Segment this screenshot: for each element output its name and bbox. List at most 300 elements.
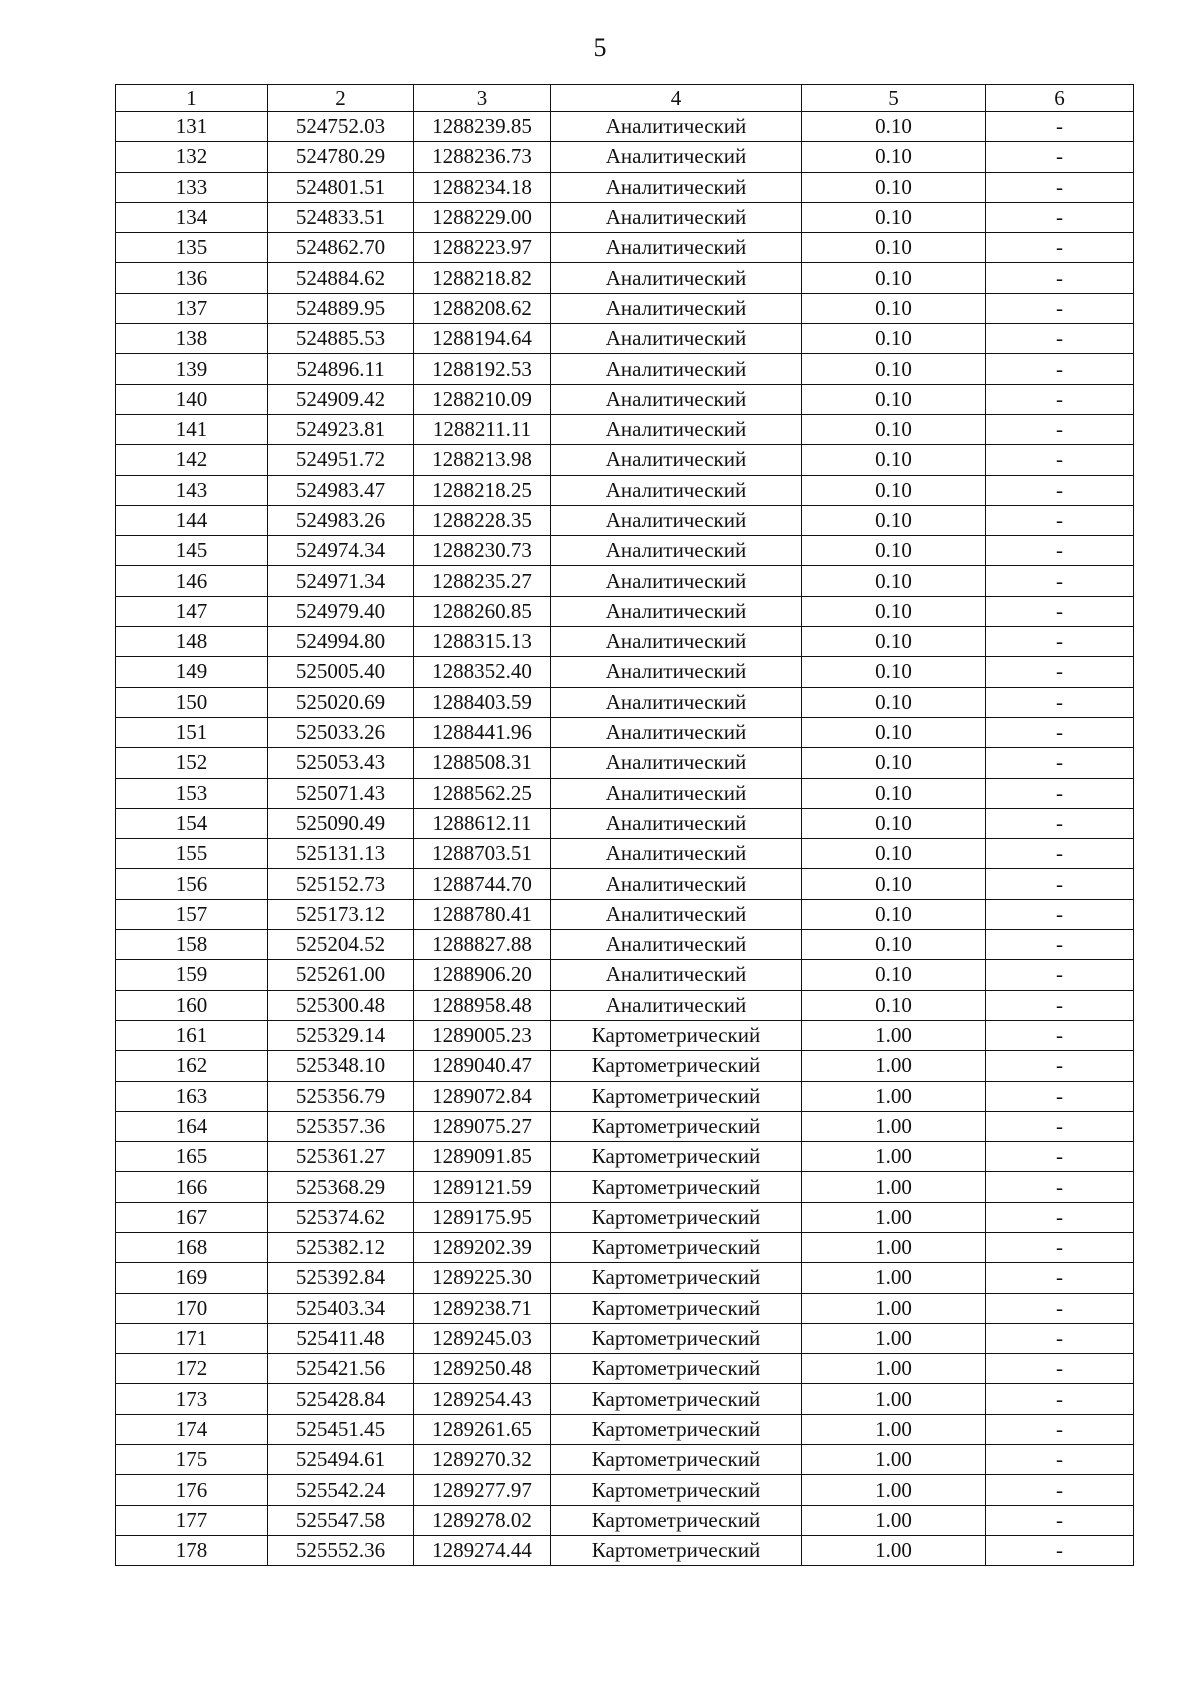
y-coordinate-cell: 1288213.98 <box>414 445 551 475</box>
table-row <box>116 1535 1134 1565</box>
description-cell: - <box>986 293 1134 323</box>
table-row <box>116 1505 1134 1535</box>
method-cell: Картометрический <box>551 1232 802 1262</box>
description-cell: - <box>986 1142 1134 1172</box>
x-coordinate-cell: 524971.34 <box>268 566 414 596</box>
method-cell: Аналитический <box>551 142 802 172</box>
y-coordinate-cell: 1288315.13 <box>414 627 551 657</box>
accuracy-cell: 1.00 <box>802 1232 986 1262</box>
table-row <box>116 1051 1134 1081</box>
x-coordinate-cell: 525382.12 <box>268 1232 414 1262</box>
table-row <box>116 414 1134 444</box>
table-row <box>116 142 1134 172</box>
accuracy-cell: 1.00 <box>802 1202 986 1232</box>
point-number-cell: 146 <box>116 566 268 596</box>
x-coordinate-cell: 525357.36 <box>268 1111 414 1141</box>
point-number-cell: 178 <box>116 1535 268 1565</box>
y-coordinate-cell: 1288508.31 <box>414 748 551 778</box>
description-cell: - <box>986 1293 1134 1323</box>
x-coordinate-cell: 525152.73 <box>268 869 414 899</box>
table-row <box>116 869 1134 899</box>
point-number-cell: 149 <box>116 657 268 687</box>
method-cell: Аналитический <box>551 990 802 1020</box>
method-cell: Аналитический <box>551 566 802 596</box>
x-coordinate-cell: 524909.42 <box>268 384 414 414</box>
method-cell: Аналитический <box>551 475 802 505</box>
column-header-5: 5 <box>802 85 986 112</box>
point-number-cell: 152 <box>116 748 268 778</box>
method-cell: Аналитический <box>551 414 802 444</box>
x-coordinate-cell: 525428.84 <box>268 1384 414 1414</box>
method-cell: Аналитический <box>551 687 802 717</box>
y-coordinate-cell: 1288230.73 <box>414 536 551 566</box>
method-cell: Аналитический <box>551 202 802 232</box>
description-cell: - <box>986 839 1134 869</box>
accuracy-cell: 1.00 <box>802 1505 986 1535</box>
point-number-cell: 143 <box>116 475 268 505</box>
x-coordinate-cell: 524752.03 <box>268 112 414 142</box>
method-cell: Аналитический <box>551 748 802 778</box>
point-number-cell: 144 <box>116 505 268 535</box>
description-cell: - <box>986 1505 1134 1535</box>
description-cell: - <box>986 475 1134 505</box>
table-row <box>116 1414 1134 1444</box>
y-coordinate-cell: 1288403.59 <box>414 687 551 717</box>
table-row <box>116 505 1134 535</box>
point-number-cell: 163 <box>116 1081 268 1111</box>
description-cell: - <box>986 414 1134 444</box>
table-row <box>116 1323 1134 1353</box>
accuracy-cell: 1.00 <box>802 1111 986 1141</box>
accuracy-cell: 1.00 <box>802 1354 986 1384</box>
point-number-cell: 132 <box>116 142 268 172</box>
y-coordinate-cell: 1288234.18 <box>414 172 551 202</box>
x-coordinate-cell: 524889.95 <box>268 293 414 323</box>
accuracy-cell: 0.10 <box>802 869 986 899</box>
x-coordinate-cell: 524979.40 <box>268 596 414 626</box>
accuracy-cell: 0.10 <box>802 112 986 142</box>
y-coordinate-cell: 1289202.39 <box>414 1232 551 1262</box>
table-row <box>116 627 1134 657</box>
method-cell: Аналитический <box>551 505 802 535</box>
table-row <box>116 1445 1134 1475</box>
accuracy-cell: 0.10 <box>802 475 986 505</box>
x-coordinate-cell: 525403.34 <box>268 1293 414 1323</box>
table-row <box>116 717 1134 747</box>
accuracy-cell: 1.00 <box>802 1081 986 1111</box>
method-cell: Картометрический <box>551 1202 802 1232</box>
y-coordinate-cell: 1288218.82 <box>414 263 551 293</box>
accuracy-cell: 1.00 <box>802 1263 986 1293</box>
method-cell: Аналитический <box>551 233 802 263</box>
description-cell: - <box>986 1172 1134 1202</box>
table-row <box>116 930 1134 960</box>
y-coordinate-cell: 1289225.30 <box>414 1263 551 1293</box>
point-number-cell: 141 <box>116 414 268 444</box>
method-cell: Аналитический <box>551 899 802 929</box>
description-cell: - <box>986 627 1134 657</box>
method-cell: Картометрический <box>551 1142 802 1172</box>
point-number-cell: 174 <box>116 1414 268 1444</box>
point-number-cell: 164 <box>116 1111 268 1141</box>
accuracy-cell: 0.10 <box>802 748 986 778</box>
description-cell: - <box>986 1414 1134 1444</box>
point-number-cell: 135 <box>116 233 268 263</box>
accuracy-cell: 0.10 <box>802 930 986 960</box>
x-coordinate-cell: 525071.43 <box>268 778 414 808</box>
accuracy-cell: 0.10 <box>802 293 986 323</box>
method-cell: Картометрический <box>551 1384 802 1414</box>
point-number-cell: 145 <box>116 536 268 566</box>
method-cell: Картометрический <box>551 1051 802 1081</box>
method-cell: Аналитический <box>551 324 802 354</box>
y-coordinate-cell: 1288780.41 <box>414 899 551 929</box>
table-row <box>116 808 1134 838</box>
accuracy-cell: 1.00 <box>802 1293 986 1323</box>
header-row <box>116 85 1134 112</box>
method-cell: Картометрический <box>551 1414 802 1444</box>
accuracy-cell: 0.10 <box>802 596 986 626</box>
accuracy-cell: 0.10 <box>802 960 986 990</box>
column-header-6: 6 <box>986 85 1134 112</box>
accuracy-cell: 0.10 <box>802 808 986 838</box>
table-row <box>116 263 1134 293</box>
y-coordinate-cell: 1289238.71 <box>414 1293 551 1323</box>
accuracy-cell: 1.00 <box>802 1051 986 1081</box>
description-cell: - <box>986 1111 1134 1141</box>
x-coordinate-cell: 524896.11 <box>268 354 414 384</box>
y-coordinate-cell: 1289005.23 <box>414 1020 551 1050</box>
description-cell: - <box>986 1535 1134 1565</box>
x-coordinate-cell: 525547.58 <box>268 1505 414 1535</box>
x-coordinate-cell: 525542.24 <box>268 1475 414 1505</box>
description-cell: - <box>986 869 1134 899</box>
column-header-3: 3 <box>414 85 551 112</box>
method-cell: Картометрический <box>551 1020 802 1050</box>
description-cell: - <box>986 808 1134 838</box>
y-coordinate-cell: 1288906.20 <box>414 960 551 990</box>
table-row <box>116 1172 1134 1202</box>
accuracy-cell: 0.10 <box>802 536 986 566</box>
y-coordinate-cell: 1288562.25 <box>414 778 551 808</box>
accuracy-cell: 0.10 <box>802 839 986 869</box>
y-coordinate-cell: 1289274.44 <box>414 1535 551 1565</box>
method-cell: Аналитический <box>551 293 802 323</box>
y-coordinate-cell: 1289075.27 <box>414 1111 551 1141</box>
x-coordinate-cell: 524780.29 <box>268 142 414 172</box>
table-row <box>116 1202 1134 1232</box>
y-coordinate-cell: 1288192.53 <box>414 354 551 384</box>
description-cell: - <box>986 1051 1134 1081</box>
description-cell: - <box>986 717 1134 747</box>
y-coordinate-cell: 1289072.84 <box>414 1081 551 1111</box>
point-number-cell: 177 <box>116 1505 268 1535</box>
description-cell: - <box>986 1081 1134 1111</box>
accuracy-cell: 0.10 <box>802 627 986 657</box>
accuracy-cell: 0.10 <box>802 778 986 808</box>
x-coordinate-cell: 525451.45 <box>268 1414 414 1444</box>
description-cell: - <box>986 1202 1134 1232</box>
description-cell: - <box>986 930 1134 960</box>
y-coordinate-cell: 1288223.97 <box>414 233 551 263</box>
table-row <box>116 172 1134 202</box>
accuracy-cell: 1.00 <box>802 1020 986 1050</box>
table-row <box>116 657 1134 687</box>
point-number-cell: 155 <box>116 839 268 869</box>
column-header-1: 1 <box>116 85 268 112</box>
description-cell: - <box>986 142 1134 172</box>
table-row <box>116 293 1134 323</box>
x-coordinate-cell: 525348.10 <box>268 1051 414 1081</box>
column-header-2: 2 <box>268 85 414 112</box>
point-number-cell: 157 <box>116 899 268 929</box>
x-coordinate-cell: 525374.62 <box>268 1202 414 1232</box>
method-cell: Картометрический <box>551 1081 802 1111</box>
y-coordinate-cell: 1289175.95 <box>414 1202 551 1232</box>
page-number: 5 <box>593 33 607 62</box>
y-coordinate-cell: 1289250.48 <box>414 1354 551 1384</box>
table-row <box>116 839 1134 869</box>
table-row <box>116 324 1134 354</box>
table-row <box>116 112 1134 142</box>
point-number-cell: 134 <box>116 202 268 232</box>
point-number-cell: 176 <box>116 1475 268 1505</box>
method-cell: Аналитический <box>551 839 802 869</box>
point-number-cell: 172 <box>116 1354 268 1384</box>
x-coordinate-cell: 525005.40 <box>268 657 414 687</box>
y-coordinate-cell: 1289261.65 <box>414 1414 551 1444</box>
y-coordinate-cell: 1288218.25 <box>414 475 551 505</box>
accuracy-cell: 1.00 <box>802 1535 986 1565</box>
x-coordinate-cell: 525261.00 <box>268 960 414 990</box>
description-cell: - <box>986 1020 1134 1050</box>
description-cell: - <box>986 1384 1134 1414</box>
table-row <box>116 445 1134 475</box>
table-row <box>116 536 1134 566</box>
point-number-cell: 137 <box>116 293 268 323</box>
accuracy-cell: 0.10 <box>802 354 986 384</box>
description-cell: - <box>986 202 1134 232</box>
method-cell: Картометрический <box>551 1293 802 1323</box>
description-cell: - <box>986 1354 1134 1384</box>
point-number-cell: 133 <box>116 172 268 202</box>
x-coordinate-cell: 525053.43 <box>268 748 414 778</box>
description-cell: - <box>986 596 1134 626</box>
point-number-cell: 175 <box>116 1445 268 1475</box>
point-number-cell: 169 <box>116 1263 268 1293</box>
y-coordinate-cell: 1289277.97 <box>414 1475 551 1505</box>
method-cell: Аналитический <box>551 384 802 414</box>
description-cell: - <box>986 960 1134 990</box>
accuracy-cell: 0.10 <box>802 233 986 263</box>
description-cell: - <box>986 566 1134 596</box>
x-coordinate-cell: 524862.70 <box>268 233 414 263</box>
x-coordinate-cell: 524801.51 <box>268 172 414 202</box>
method-cell: Картометрический <box>551 1172 802 1202</box>
description-cell: - <box>986 505 1134 535</box>
point-number-cell: 165 <box>116 1142 268 1172</box>
point-number-cell: 150 <box>116 687 268 717</box>
y-coordinate-cell: 1288744.70 <box>414 869 551 899</box>
y-coordinate-cell: 1289040.47 <box>414 1051 551 1081</box>
method-cell: Аналитический <box>551 960 802 990</box>
x-coordinate-cell: 524923.81 <box>268 414 414 444</box>
table-row <box>116 384 1134 414</box>
accuracy-cell: 1.00 <box>802 1172 986 1202</box>
method-cell: Картометрический <box>551 1354 802 1384</box>
point-number-cell: 173 <box>116 1384 268 1414</box>
table-row <box>116 566 1134 596</box>
method-cell: Аналитический <box>551 445 802 475</box>
x-coordinate-cell: 525329.14 <box>268 1020 414 1050</box>
table-row <box>116 1020 1134 1050</box>
column-header-4: 4 <box>551 85 802 112</box>
y-coordinate-cell: 1288441.96 <box>414 717 551 747</box>
point-number-cell: 153 <box>116 778 268 808</box>
accuracy-cell: 0.10 <box>802 717 986 747</box>
x-coordinate-cell: 525300.48 <box>268 990 414 1020</box>
y-coordinate-cell: 1289245.03 <box>414 1323 551 1353</box>
accuracy-cell: 0.10 <box>802 324 986 354</box>
accuracy-cell: 0.10 <box>802 657 986 687</box>
description-cell: - <box>986 263 1134 293</box>
accuracy-cell: 0.10 <box>802 505 986 535</box>
x-coordinate-cell: 524884.62 <box>268 263 414 293</box>
point-number-cell: 171 <box>116 1323 268 1353</box>
method-cell: Картометрический <box>551 1323 802 1353</box>
table-row <box>116 1384 1134 1414</box>
accuracy-cell: 0.10 <box>802 263 986 293</box>
method-cell: Аналитический <box>551 869 802 899</box>
x-coordinate-cell: 524951.72 <box>268 445 414 475</box>
table-row <box>116 687 1134 717</box>
accuracy-cell: 0.10 <box>802 566 986 596</box>
method-cell: Аналитический <box>551 808 802 838</box>
table-body <box>116 112 1134 1566</box>
description-cell: - <box>986 990 1134 1020</box>
method-cell: Картометрический <box>551 1111 802 1141</box>
point-number-cell: 138 <box>116 324 268 354</box>
accuracy-cell: 0.10 <box>802 687 986 717</box>
y-coordinate-cell: 1288239.85 <box>414 112 551 142</box>
description-cell: - <box>986 112 1134 142</box>
x-coordinate-cell: 525090.49 <box>268 808 414 838</box>
accuracy-cell: 1.00 <box>802 1384 986 1414</box>
table-row <box>116 1293 1134 1323</box>
table-row <box>116 960 1134 990</box>
accuracy-cell: 0.10 <box>802 142 986 172</box>
table-row <box>116 1475 1134 1505</box>
method-cell: Картометрический <box>551 1263 802 1293</box>
table-row <box>116 1111 1134 1141</box>
description-cell: - <box>986 748 1134 778</box>
y-coordinate-cell: 1288235.27 <box>414 566 551 596</box>
method-cell: Аналитический <box>551 263 802 293</box>
table-row <box>116 596 1134 626</box>
table-row <box>116 1354 1134 1384</box>
description-cell: - <box>986 778 1134 808</box>
description-cell: - <box>986 354 1134 384</box>
method-cell: Картометрический <box>551 1535 802 1565</box>
method-cell: Аналитический <box>551 354 802 384</box>
description-cell: - <box>986 324 1134 354</box>
method-cell: Аналитический <box>551 112 802 142</box>
y-coordinate-cell: 1288352.40 <box>414 657 551 687</box>
method-cell: Картометрический <box>551 1475 802 1505</box>
x-coordinate-cell: 525356.79 <box>268 1081 414 1111</box>
method-cell: Аналитический <box>551 596 802 626</box>
method-cell: Аналитический <box>551 172 802 202</box>
description-cell: - <box>986 536 1134 566</box>
description-cell: - <box>986 1263 1134 1293</box>
table-row <box>116 233 1134 263</box>
point-number-cell: 156 <box>116 869 268 899</box>
point-number-cell: 140 <box>116 384 268 414</box>
x-coordinate-cell: 524833.51 <box>268 202 414 232</box>
y-coordinate-cell: 1288612.11 <box>414 808 551 838</box>
description-cell: - <box>986 445 1134 475</box>
method-cell: Картометрический <box>551 1505 802 1535</box>
table-row <box>116 1142 1134 1172</box>
accuracy-cell: 1.00 <box>802 1445 986 1475</box>
x-coordinate-cell: 525173.12 <box>268 899 414 929</box>
table-row <box>116 899 1134 929</box>
method-cell: Аналитический <box>551 657 802 687</box>
y-coordinate-cell: 1288260.85 <box>414 596 551 626</box>
description-cell: - <box>986 233 1134 263</box>
y-coordinate-cell: 1289278.02 <box>414 1505 551 1535</box>
description-cell: - <box>986 1475 1134 1505</box>
x-coordinate-cell: 524983.26 <box>268 505 414 535</box>
table-row <box>116 778 1134 808</box>
table-row <box>116 1232 1134 1262</box>
y-coordinate-cell: 1289091.85 <box>414 1142 551 1172</box>
method-cell: Аналитический <box>551 627 802 657</box>
x-coordinate-cell: 525368.29 <box>268 1172 414 1202</box>
point-number-cell: 162 <box>116 1051 268 1081</box>
accuracy-cell: 0.10 <box>802 172 986 202</box>
method-cell: Аналитический <box>551 717 802 747</box>
x-coordinate-cell: 525494.61 <box>268 1445 414 1475</box>
point-number-cell: 167 <box>116 1202 268 1232</box>
description-cell: - <box>986 1232 1134 1262</box>
table-header <box>116 85 1134 112</box>
point-number-cell: 136 <box>116 263 268 293</box>
description-cell: - <box>986 172 1134 202</box>
accuracy-cell: 0.10 <box>802 414 986 444</box>
y-coordinate-cell: 1288228.35 <box>414 505 551 535</box>
point-number-cell: 154 <box>116 808 268 838</box>
accuracy-cell: 1.00 <box>802 1323 986 1353</box>
table-row <box>116 475 1134 505</box>
x-coordinate-cell: 525033.26 <box>268 717 414 747</box>
description-cell: - <box>986 687 1134 717</box>
table-row <box>116 990 1134 1020</box>
table-row <box>116 1263 1134 1293</box>
point-number-cell: 166 <box>116 1172 268 1202</box>
point-number-cell: 139 <box>116 354 268 384</box>
table-row <box>116 1081 1134 1111</box>
method-cell: Аналитический <box>551 778 802 808</box>
method-cell: Картометрический <box>551 1445 802 1475</box>
method-cell: Аналитический <box>551 536 802 566</box>
x-coordinate-cell: 525552.36 <box>268 1535 414 1565</box>
x-coordinate-cell: 525411.48 <box>268 1323 414 1353</box>
x-coordinate-cell: 525020.69 <box>268 687 414 717</box>
y-coordinate-cell: 1288827.88 <box>414 930 551 960</box>
y-coordinate-cell: 1288236.73 <box>414 142 551 172</box>
point-number-cell: 168 <box>116 1232 268 1262</box>
